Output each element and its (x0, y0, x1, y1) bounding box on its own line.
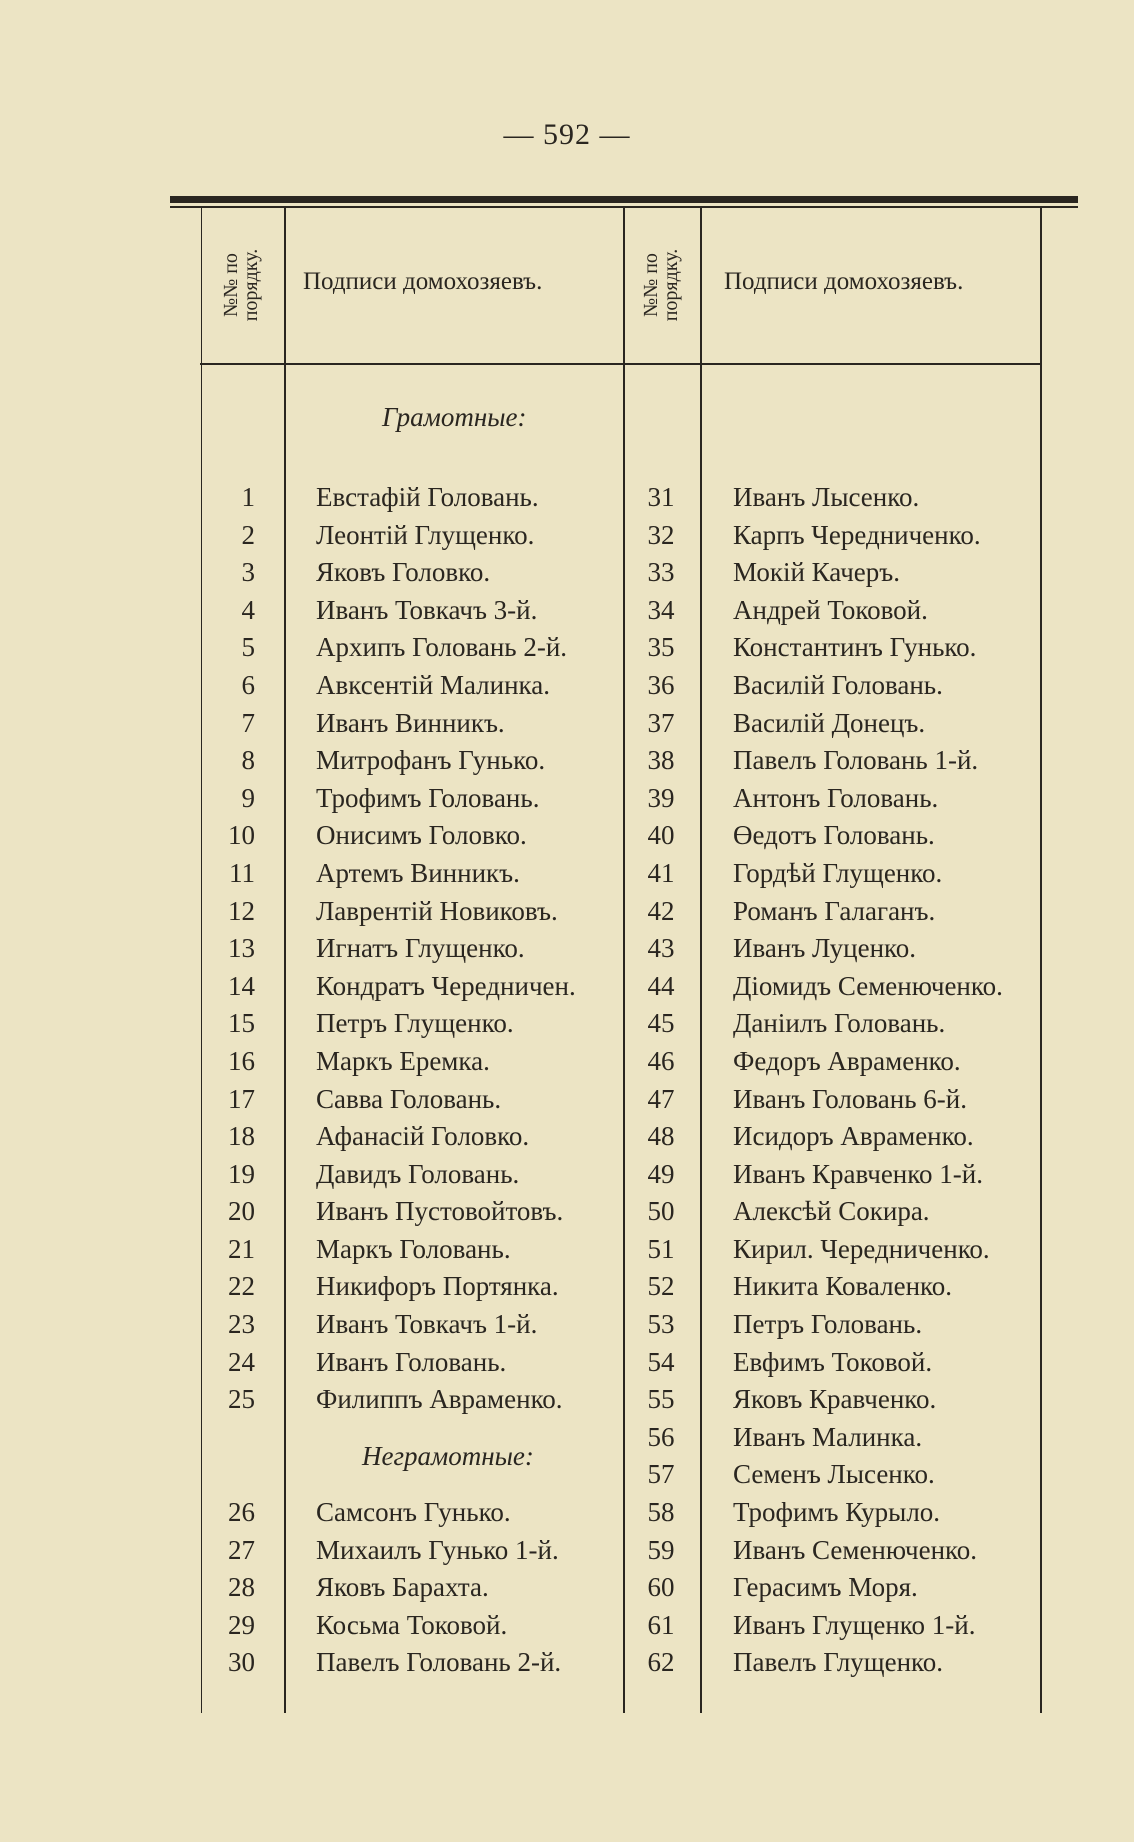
row-number-right: 43 (647, 933, 675, 964)
section-heading-illiterate: Неграмотные: (362, 1441, 534, 1471)
householder-name-left: Маркъ Головань. (316, 1233, 511, 1264)
row-number-right: 57 (647, 1459, 675, 1490)
row-number-right: 50 (647, 1196, 675, 1227)
table-row (0, 1532, 1134, 1570)
table-row (0, 554, 1134, 592)
table-row (0, 705, 1134, 743)
row-number-right: 59 (647, 1534, 675, 1565)
row-number-right: 48 (647, 1121, 675, 1152)
table-row (0, 1193, 1134, 1231)
table-row (0, 1569, 1134, 1607)
householder-name-right: Мокій Качеръ. (733, 557, 900, 588)
row-number-right: 47 (647, 1083, 675, 1114)
row-number-left: 25 (228, 1384, 255, 1415)
column-header-number: №№ по порядку. (640, 248, 682, 322)
row-number-right: 54 (647, 1346, 675, 1377)
table-row (0, 1381, 1134, 1419)
householder-name-left: Иванъ Товкачъ 3-й. (316, 594, 538, 625)
table-row (0, 1043, 1134, 1081)
row-number-right: 38 (647, 745, 675, 776)
householder-name-right: Павелъ Глущенко. (733, 1647, 944, 1678)
householder-name-right: Исидоръ Авраменко. (733, 1121, 974, 1152)
row-number-left: 26 (228, 1497, 255, 1528)
householder-name-right: Карпъ Чередниченко. (733, 519, 981, 550)
householder-name-left: Леонтій Глущенко. (316, 519, 535, 550)
table-row (0, 517, 1134, 555)
signature-rows (0, 479, 1134, 1682)
row-number-left: 4 (241, 594, 255, 625)
table-row (0, 893, 1134, 931)
row-number-left: 17 (228, 1083, 255, 1114)
row-number-left: 13 (228, 933, 255, 964)
householder-name-left: Петръ Глущенко. (316, 1008, 514, 1039)
householder-name-left: Маркъ Еремка. (316, 1045, 490, 1076)
row-number-left: 18 (228, 1121, 255, 1152)
householder-name-left: Артемъ Винникъ. (316, 857, 520, 888)
householder-name-right: Иванъ Малинка. (733, 1421, 923, 1452)
householder-name-right: Иванъ Глущенко 1-й. (733, 1609, 976, 1640)
householder-name-right: Гордѣй Глущенко. (733, 857, 943, 888)
householder-name-right: Павелъ Головань 1-й. (733, 745, 979, 776)
row-number-right: 60 (647, 1572, 675, 1603)
row-number-left: 7 (241, 707, 255, 738)
row-number-right: 45 (647, 1008, 675, 1039)
householder-name-right: Өедотъ Головань. (733, 820, 935, 851)
header-rule (200, 363, 1042, 365)
row-number-left: 20 (228, 1196, 255, 1227)
table-row (0, 1456, 1134, 1494)
householder-name-right: Иванъ Кравченко 1-й. (733, 1158, 983, 1189)
householder-name-left: Самсонъ Гунько. (316, 1497, 511, 1528)
row-number-right: 39 (647, 782, 675, 813)
table-row (0, 742, 1134, 780)
table-top-rule (170, 196, 1078, 203)
table-row (0, 1419, 1134, 1457)
householder-name-right: Герасимъ Моря. (733, 1572, 918, 1603)
householder-name-left: Авксентій Малинка. (316, 669, 550, 700)
table-row (0, 592, 1134, 630)
householder-name-left: Митрофанъ Гунько. (316, 745, 546, 776)
householder-name-right: Кирил. Чередниченко. (733, 1233, 990, 1264)
householder-name-right: Антонъ Головань. (733, 782, 939, 813)
householder-name-right: Иванъ Головань 6-й. (733, 1083, 967, 1114)
table-row (0, 1081, 1134, 1119)
row-number-left: 30 (228, 1647, 255, 1678)
householder-name-left: Никифоръ Портянка. (316, 1271, 559, 1302)
householder-name-right: Василій Головань. (733, 669, 943, 700)
row-number-left: 14 (228, 970, 255, 1001)
column-header-signatures: Подписи домохозяевъ. (303, 268, 543, 295)
householder-name-left: Иванъ Винникъ. (316, 707, 505, 738)
row-number-left: 11 (229, 857, 255, 888)
table-row (0, 1644, 1134, 1682)
householder-name-right: Яковъ Кравченко. (733, 1384, 937, 1415)
table-row (0, 479, 1134, 517)
table-row (0, 1607, 1134, 1645)
row-number-right: 41 (647, 857, 675, 888)
table-row (0, 930, 1134, 968)
householder-name-left: Иванъ Пустовойтовъ. (316, 1196, 564, 1227)
table-row (0, 780, 1134, 818)
householder-name-right: Андрей Токовой. (733, 594, 928, 625)
table-row (0, 817, 1134, 855)
row-number-right: 34 (647, 594, 675, 625)
row-number-left: 1 (241, 482, 255, 512)
row-number-left: 15 (228, 1008, 255, 1039)
householder-name-right: Федоръ Авраменко. (733, 1045, 961, 1076)
row-number-left: 12 (228, 895, 255, 926)
householder-name-right: Иванъ Лысенко. (733, 482, 920, 512)
householder-name-right: Діомидъ Семенюченко. (733, 970, 1003, 1001)
table-row (0, 667, 1134, 705)
householder-name-left: Яковъ Барахта. (316, 1572, 489, 1603)
householder-name-left: Филиппъ Авраменко. (316, 1384, 563, 1415)
row-number-left: 21 (228, 1233, 255, 1264)
row-number-right: 35 (647, 632, 675, 663)
householder-name-left: Афанасій Головко. (316, 1121, 530, 1152)
householder-name-left: Игнатъ Глущенко. (316, 933, 525, 964)
householder-name-left: Лаврентій Новиковъ. (316, 895, 558, 926)
row-number-right: 51 (647, 1233, 675, 1264)
row-number-left: 5 (241, 632, 255, 663)
row-number-left: 19 (228, 1158, 255, 1189)
row-number-right: 42 (647, 895, 675, 926)
householder-name-left: Давидъ Головань. (316, 1158, 520, 1189)
row-number-right: 33 (647, 557, 675, 588)
row-number-right: 36 (647, 669, 675, 700)
row-number-right: 55 (647, 1384, 675, 1415)
householder-name-left: Савва Головань. (316, 1083, 502, 1114)
row-number-right: 56 (647, 1421, 675, 1452)
row-number-left: 16 (228, 1045, 255, 1076)
householder-name-right: Иванъ Луценко. (733, 933, 917, 964)
table-row (0, 1268, 1134, 1306)
row-number-right: 32 (647, 519, 675, 550)
householder-name-left: Яковъ Головко. (316, 557, 491, 588)
row-number-left: 10 (228, 820, 255, 851)
row-number-right: 44 (647, 970, 675, 1001)
table-row (0, 1005, 1134, 1043)
householder-name-left: Иванъ Товкачъ 1-й. (316, 1309, 538, 1340)
table-row (0, 855, 1134, 893)
householder-name-left: Архипъ Головань 2-й. (316, 632, 568, 663)
row-number-right: 46 (647, 1045, 675, 1076)
table-row (0, 1118, 1134, 1156)
householder-name-left: Онисимъ Головко. (316, 820, 527, 851)
householder-name-right: Даніилъ Головань. (733, 1008, 946, 1039)
page-number: — 592 — (503, 118, 631, 151)
row-number-left: 23 (228, 1309, 255, 1340)
householder-name-right: Евфимъ Токовой. (733, 1346, 933, 1377)
row-number-left: 6 (241, 669, 255, 700)
row-number-right: 58 (647, 1497, 675, 1528)
householder-name-left: Кондратъ Чередничен. (316, 970, 576, 1001)
row-number-left: 2 (241, 519, 255, 550)
table-row (0, 968, 1134, 1006)
householder-name-left: Косьма Токовой. (316, 1609, 508, 1640)
table-row (0, 1494, 1134, 1532)
householder-name-left: Павелъ Головань 2-й. (316, 1647, 562, 1678)
householder-name-right: Иванъ Семенюченко. (733, 1534, 978, 1565)
row-number-left: 24 (228, 1346, 255, 1377)
row-number-left: 8 (241, 745, 255, 776)
table-row (0, 629, 1134, 667)
row-number-right: 49 (647, 1158, 675, 1189)
table-row (0, 1156, 1134, 1194)
householder-name-right: Никита Коваленко. (733, 1271, 953, 1302)
table-row (0, 1231, 1134, 1269)
householder-name-right: Константинъ Гунько. (733, 632, 977, 663)
row-number-right: 62 (647, 1647, 675, 1678)
householder-name-left: Евстафій Головань. (316, 482, 539, 512)
row-number-left: 22 (228, 1271, 255, 1302)
row-number-left: 9 (241, 782, 255, 813)
row-number-left: 28 (228, 1572, 255, 1603)
householder-name-right: Петръ Головань. (733, 1309, 923, 1340)
householder-name-left: Михаилъ Гунько 1-й. (316, 1534, 559, 1565)
householder-name-right: Семенъ Лысенко. (733, 1459, 935, 1490)
householder-name-right: Романъ Галаганъ. (733, 895, 936, 926)
householder-name-right: Василій Донецъ. (733, 707, 926, 738)
row-number-right: 40 (647, 820, 675, 851)
householder-name-right: Трофимъ Курыло. (733, 1497, 941, 1528)
row-number-right: 53 (647, 1309, 675, 1340)
row-number-left: 27 (228, 1534, 255, 1565)
householder-name-left: Иванъ Головань. (316, 1346, 507, 1377)
row-number-right: 52 (647, 1271, 675, 1302)
table-row (0, 1306, 1134, 1344)
column-header-number: №№ по порядку. (220, 248, 262, 322)
table-row (0, 1344, 1134, 1382)
row-number-right: 31 (647, 482, 675, 512)
householder-name-left: Трофимъ Головань. (316, 782, 540, 813)
column-header-signatures: Подписи домохозяевъ. (724, 268, 964, 295)
row-number-left: 29 (228, 1609, 255, 1640)
row-number-right: 61 (647, 1609, 675, 1640)
row-number-left: 3 (241, 557, 255, 588)
section-heading-literate: Грамотные: (382, 402, 527, 432)
householder-name-right: Алексѣй Сокира. (733, 1196, 930, 1227)
row-number-right: 37 (647, 707, 675, 738)
